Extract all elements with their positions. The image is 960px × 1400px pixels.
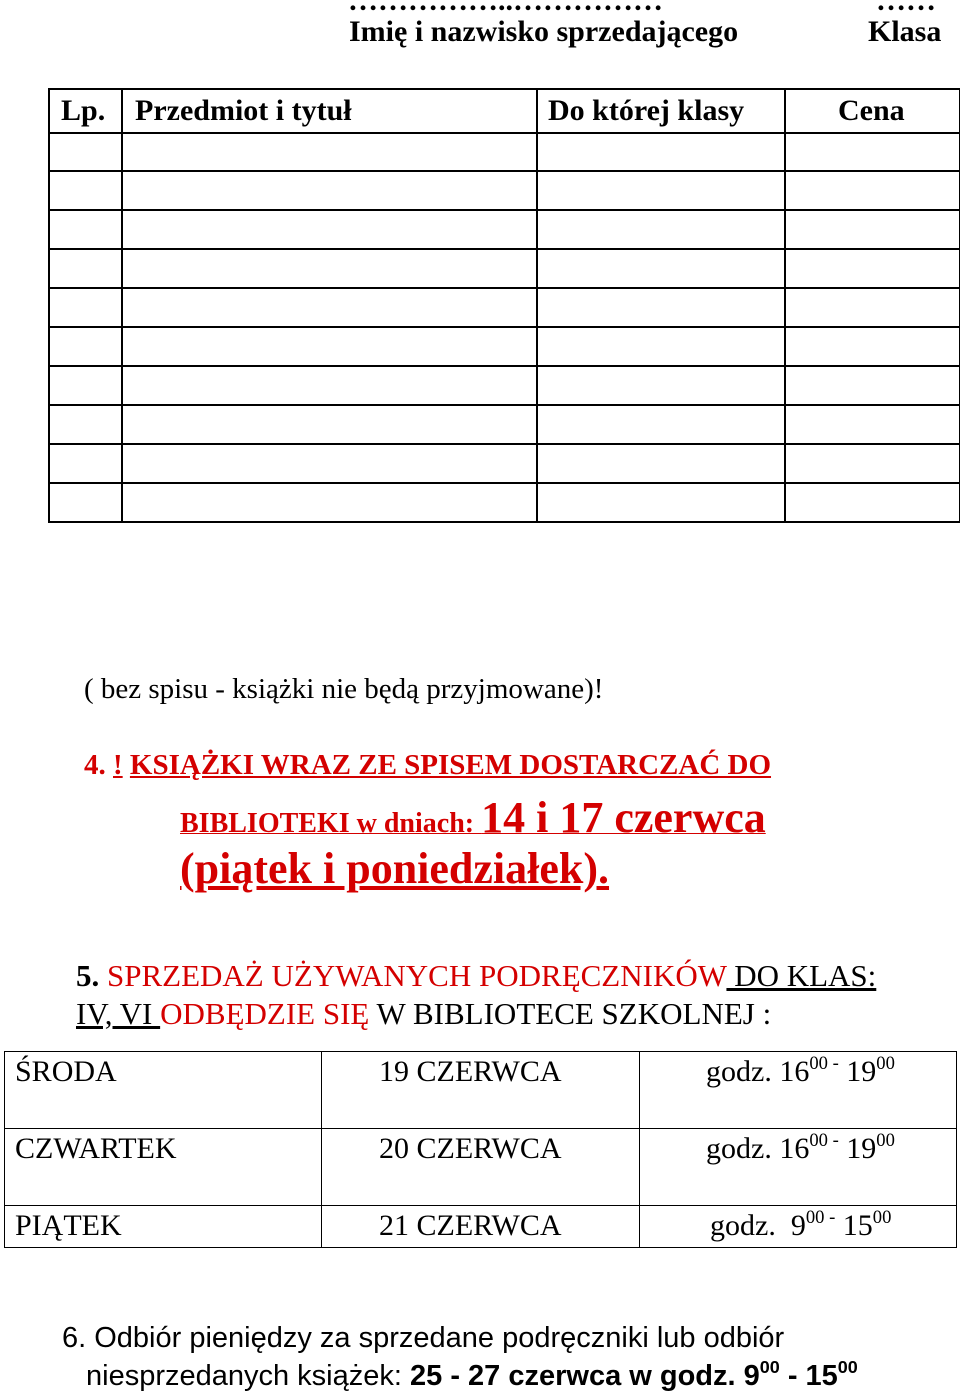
item5-will-take-place: ODBĘDZIE SIĘ xyxy=(160,996,370,1031)
schedule-row xyxy=(5,1129,957,1206)
table-cell[interactable] xyxy=(537,366,785,405)
table-cell[interactable] xyxy=(49,288,122,327)
schedule-row xyxy=(5,1052,957,1129)
item5-line1 xyxy=(76,958,876,994)
table-cell[interactable] xyxy=(122,210,537,249)
table-cell[interactable] xyxy=(122,288,537,327)
table-cell[interactable] xyxy=(537,171,785,210)
table-cell[interactable] xyxy=(122,483,537,522)
table-cell[interactable] xyxy=(537,405,785,444)
schedule-hours: godz. $16^{00 -}$ $19^{00}$ xyxy=(640,1052,957,1129)
seller-name-label: Imię i nazwisko sprzedającego xyxy=(349,15,739,48)
schedule-hours: godz. $9^{00 -}$ $15^{00}$ xyxy=(640,1206,957,1248)
table-cell[interactable] xyxy=(785,483,960,522)
schedule-row xyxy=(5,1206,957,1248)
column-header: Przedmiot i tytuł xyxy=(122,89,537,133)
books-table-header xyxy=(49,89,960,133)
item4-exclamation: ! xyxy=(113,749,123,781)
table-cell[interactable] xyxy=(49,249,122,288)
item5-classes-label: DO KLAS: xyxy=(726,958,877,993)
table-row xyxy=(49,366,960,405)
table-cell[interactable] xyxy=(785,327,960,366)
table-cell[interactable] xyxy=(122,366,537,405)
table-cell[interactable] xyxy=(537,133,785,171)
table-cell[interactable] xyxy=(122,249,537,288)
table-cell[interactable] xyxy=(49,327,122,366)
table-row xyxy=(49,444,960,483)
item4-line1 xyxy=(84,749,771,782)
item6-line1: 6. Odbiór pieniędzy za sprzedane podręczniki lub odbiór xyxy=(62,1322,785,1354)
seller-dots: ……………..…………… xyxy=(348,0,663,17)
schedule-day: PIĄTEK xyxy=(5,1206,322,1248)
table-row xyxy=(49,288,960,327)
table-cell[interactable] xyxy=(122,133,537,171)
item5-sale-heading: SPRZEDAŻ UŻYWANYCH PODRĘCZNIKÓW xyxy=(99,958,727,993)
table-cell[interactable] xyxy=(49,405,122,444)
table-cell[interactable] xyxy=(122,405,537,444)
table-row xyxy=(49,483,960,522)
table-cell[interactable] xyxy=(785,444,960,483)
column-header: Do której klasy xyxy=(537,89,785,133)
table-cell[interactable] xyxy=(537,249,785,288)
column-header: Lp. xyxy=(49,89,122,133)
schedule-date: 19 CZERWCA xyxy=(322,1052,640,1129)
item5-number: 5. xyxy=(76,958,100,993)
note-text: ( bez spisu - książki nie będą przyjmowane)! xyxy=(84,673,604,705)
table-cell[interactable] xyxy=(537,327,785,366)
table-cell[interactable] xyxy=(49,444,122,483)
item6-dates: 25 - 27 czerwca w godz. $9^{00} - 15^{00}$ xyxy=(410,1357,858,1392)
item4-line3: (piątek i poniedziałek). xyxy=(180,844,610,893)
schedule-day: CZWARTEK xyxy=(5,1129,322,1206)
schedule-date: 21 CZERWCA xyxy=(322,1206,640,1248)
column-header: Cena xyxy=(785,89,960,133)
item5-classes: IV, VI xyxy=(76,996,161,1031)
table-cell[interactable] xyxy=(49,171,122,210)
books-table xyxy=(48,88,960,523)
schedule-day: ŚRODA xyxy=(5,1052,322,1129)
table-cell[interactable] xyxy=(785,133,960,171)
item4-dates: 14 i 17 czerwca xyxy=(481,793,766,842)
table-cell[interactable] xyxy=(49,366,122,405)
item5-line2 xyxy=(76,996,771,1032)
item4-heading: KSIĄŻKI WRAZ ZE SPISEM DOSTARCZAĆ DO xyxy=(129,749,772,781)
table-cell[interactable] xyxy=(537,210,785,249)
table-cell[interactable] xyxy=(785,405,960,444)
table-cell[interactable] xyxy=(785,249,960,288)
item5-location: W BIBLIOTECE SZKOLNEJ : xyxy=(369,996,772,1031)
table-cell[interactable] xyxy=(49,210,122,249)
schedule-date: 20 CZERWCA xyxy=(322,1129,640,1206)
table-cell[interactable] xyxy=(785,366,960,405)
table-cell[interactable] xyxy=(537,483,785,522)
table-cell[interactable] xyxy=(537,444,785,483)
class-label: Klasa xyxy=(868,15,942,48)
table-row xyxy=(49,171,960,210)
table-row xyxy=(49,249,960,288)
class-dots: …… xyxy=(876,0,936,17)
table-cell[interactable] xyxy=(122,327,537,366)
table-cell[interactable] xyxy=(785,171,960,210)
schedule-hours: godz. $16^{00 -}$ $19^{00}$ xyxy=(640,1129,957,1206)
item4-number: 4. xyxy=(84,749,106,781)
table-cell[interactable] xyxy=(122,444,537,483)
table-cell[interactable] xyxy=(785,210,960,249)
item6-unsold-label: niesprzedanych książek: xyxy=(86,1360,410,1392)
table-row xyxy=(49,210,960,249)
table-cell[interactable] xyxy=(122,171,537,210)
table-cell[interactable] xyxy=(785,288,960,327)
table-cell[interactable] xyxy=(537,288,785,327)
item6-line2 xyxy=(86,1357,858,1393)
table-row xyxy=(49,327,960,366)
table-row xyxy=(49,405,960,444)
table-row xyxy=(49,133,960,171)
table-cell[interactable] xyxy=(49,483,122,522)
schedule-table xyxy=(4,1051,957,1248)
item4-library-dates-label: BIBLIOTEKI w dniach: xyxy=(180,808,482,839)
table-cell[interactable] xyxy=(49,133,122,171)
item4-line2 xyxy=(180,792,766,843)
